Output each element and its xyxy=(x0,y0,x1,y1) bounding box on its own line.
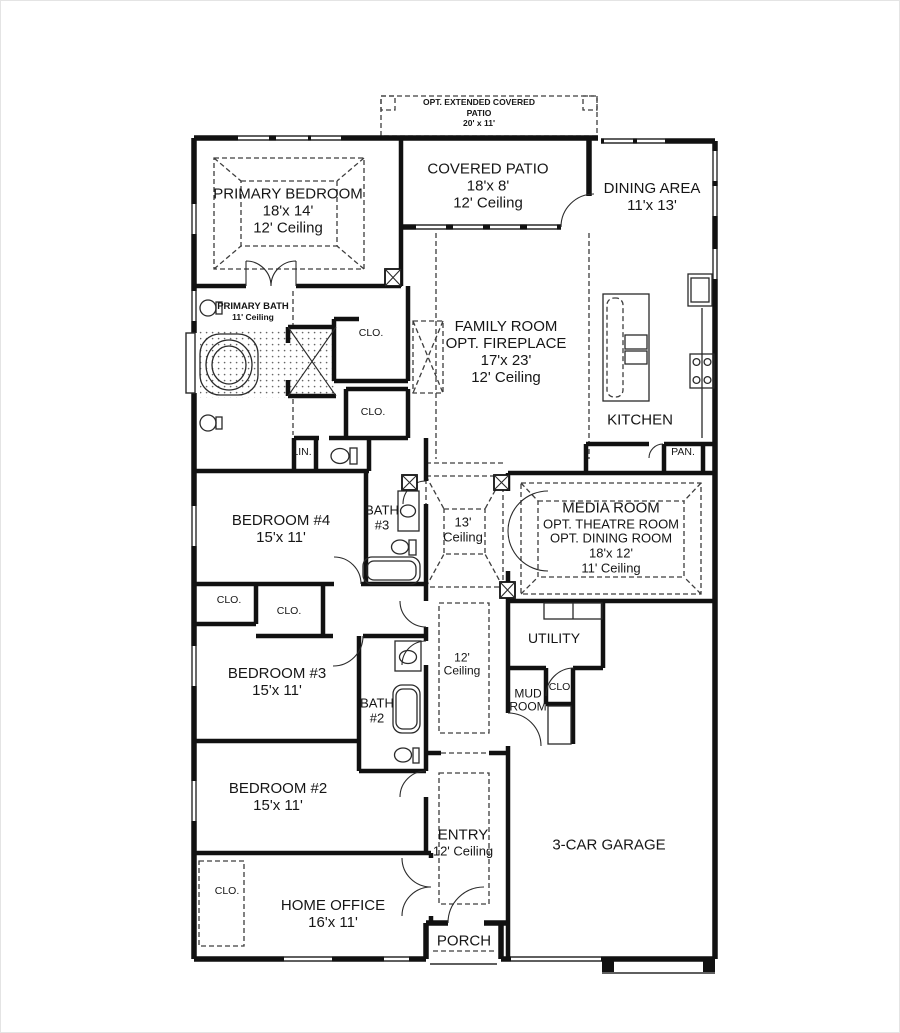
label-covered-patio xyxy=(427,162,548,213)
label-closet-office xyxy=(215,886,240,898)
label-hall12-ceiling xyxy=(444,652,481,679)
label-line: PRIMARY BATH xyxy=(217,300,289,312)
label-line: PATIO xyxy=(466,107,492,118)
label-closet-upper1 xyxy=(359,328,384,340)
label-line: CLO. xyxy=(276,605,302,618)
label-line: 16'x 11' xyxy=(308,914,358,931)
label-line: HOME OFFICE xyxy=(280,897,386,915)
label-mud-room xyxy=(509,688,546,715)
label-line: 17'x 23' xyxy=(480,352,532,369)
label-line: FAMILY ROOM xyxy=(454,318,558,336)
label-line: ENTRY xyxy=(437,826,489,844)
label-primary-bedroom xyxy=(213,187,362,238)
label-line: CLO. xyxy=(548,681,574,694)
label-line: CLO. xyxy=(360,406,386,419)
label-line: CLO. xyxy=(214,885,240,898)
label-line: DINING AREA xyxy=(603,180,701,198)
primary-double-door xyxy=(246,261,296,286)
label-line: PORCH xyxy=(436,932,492,950)
label-family-room xyxy=(446,319,567,387)
label-closet-upper2 xyxy=(361,407,386,419)
column-icon xyxy=(494,475,509,490)
bedroom2-door xyxy=(400,771,426,797)
label-line: 12' xyxy=(454,650,470,665)
label-line: BATH xyxy=(365,502,399,518)
label-kitchen xyxy=(607,413,673,430)
bedroom4-door xyxy=(334,557,361,584)
label-line: 15'x 11' xyxy=(256,529,306,546)
label-closet-mud xyxy=(549,682,574,694)
label-line: 15'x 11' xyxy=(252,682,302,699)
label-garage xyxy=(552,838,665,855)
label-line: BATH xyxy=(360,695,394,711)
label-line: BEDROOM #4 xyxy=(231,512,331,530)
label-line: #2 xyxy=(369,710,385,725)
label-home-office xyxy=(281,898,385,932)
label-line: Ceiling xyxy=(443,529,483,544)
label-closet-bed4b xyxy=(277,606,302,618)
mud-bench xyxy=(548,706,571,744)
column-icon xyxy=(500,582,515,598)
label-line: BEDROOM #2 xyxy=(228,780,328,798)
label-bath2 xyxy=(360,696,394,725)
label-bedroom4 xyxy=(232,513,330,547)
island-overhang xyxy=(607,298,623,397)
label-opt-extended-patio xyxy=(423,97,535,129)
dining-door xyxy=(561,194,594,227)
label-line: 18'x 12' xyxy=(589,545,633,561)
bedroom3-hall-door xyxy=(400,601,426,627)
label-line: PAN. xyxy=(671,446,695,459)
label-line: 12' Ceiling xyxy=(453,194,523,212)
label-bedroom2 xyxy=(229,781,327,815)
label-dining-area xyxy=(604,181,701,215)
label-hall13-ceiling xyxy=(443,515,483,544)
label-closet-bed4a xyxy=(217,595,242,607)
kitchen-island xyxy=(603,294,649,401)
steps xyxy=(430,964,715,973)
label-line: 13' xyxy=(454,514,472,530)
toilet-icon xyxy=(331,448,357,464)
label-utility xyxy=(528,631,580,647)
pantry-door xyxy=(649,444,663,458)
label-line: MUD xyxy=(514,686,542,701)
label-line: 11' Ceiling xyxy=(581,560,641,576)
label-line: OPT. DINING ROOM xyxy=(549,530,673,546)
column-icon xyxy=(402,475,417,490)
office-closet-dashed xyxy=(199,861,244,946)
label-line: #3 xyxy=(374,517,390,532)
label-line: MEDIA ROOM xyxy=(562,499,660,517)
label-line: BEDROOM #3 xyxy=(227,665,327,683)
label-line: OPT. EXTENDED COVERED xyxy=(423,97,535,108)
label-porch xyxy=(437,934,491,951)
label-line: ROOM xyxy=(509,700,547,714)
label-line: COVERED PATIO xyxy=(427,160,549,178)
label-line: CLO. xyxy=(216,594,242,607)
label-line: OPT. FIREPLACE xyxy=(445,335,567,353)
office-french-doors xyxy=(402,858,431,916)
label-line: 3-CAR GARAGE xyxy=(552,836,666,854)
label-entry xyxy=(433,827,493,858)
label-line: LIN. xyxy=(292,446,312,459)
label-line: 11'x 13' xyxy=(627,197,677,214)
column-icon xyxy=(385,269,401,286)
label-line: 12' Ceiling xyxy=(253,219,323,237)
mud-door xyxy=(508,713,541,746)
label-media-room xyxy=(543,500,679,575)
label-line: 15'x 11' xyxy=(253,797,303,814)
label-line: CLO. xyxy=(358,327,384,340)
label-line: 20' x 11' xyxy=(463,118,495,129)
label-linen xyxy=(292,447,311,459)
label-line: 12' Ceiling xyxy=(432,843,494,859)
label-line: 12' Ceiling xyxy=(471,368,541,386)
label-line: 18'x 8' xyxy=(466,177,510,195)
fridge-icon xyxy=(688,274,712,306)
label-primary-bath xyxy=(217,301,289,323)
label-line: 18'x 14' xyxy=(262,202,314,220)
label-line: 11' Ceiling xyxy=(232,312,274,323)
label-line: UTILITY xyxy=(527,630,581,647)
label-line: OPT. THEATRE ROOM xyxy=(542,516,680,532)
label-line: Ceiling xyxy=(443,664,481,678)
label-bath3 xyxy=(365,503,399,532)
label-line: PRIMARY BEDROOM xyxy=(213,185,363,203)
bath2-fixtures xyxy=(393,641,421,763)
label-pantry xyxy=(671,447,695,459)
front-door xyxy=(448,887,484,923)
label-bedroom3 xyxy=(228,666,326,700)
label-line: KITCHEN xyxy=(607,411,673,429)
